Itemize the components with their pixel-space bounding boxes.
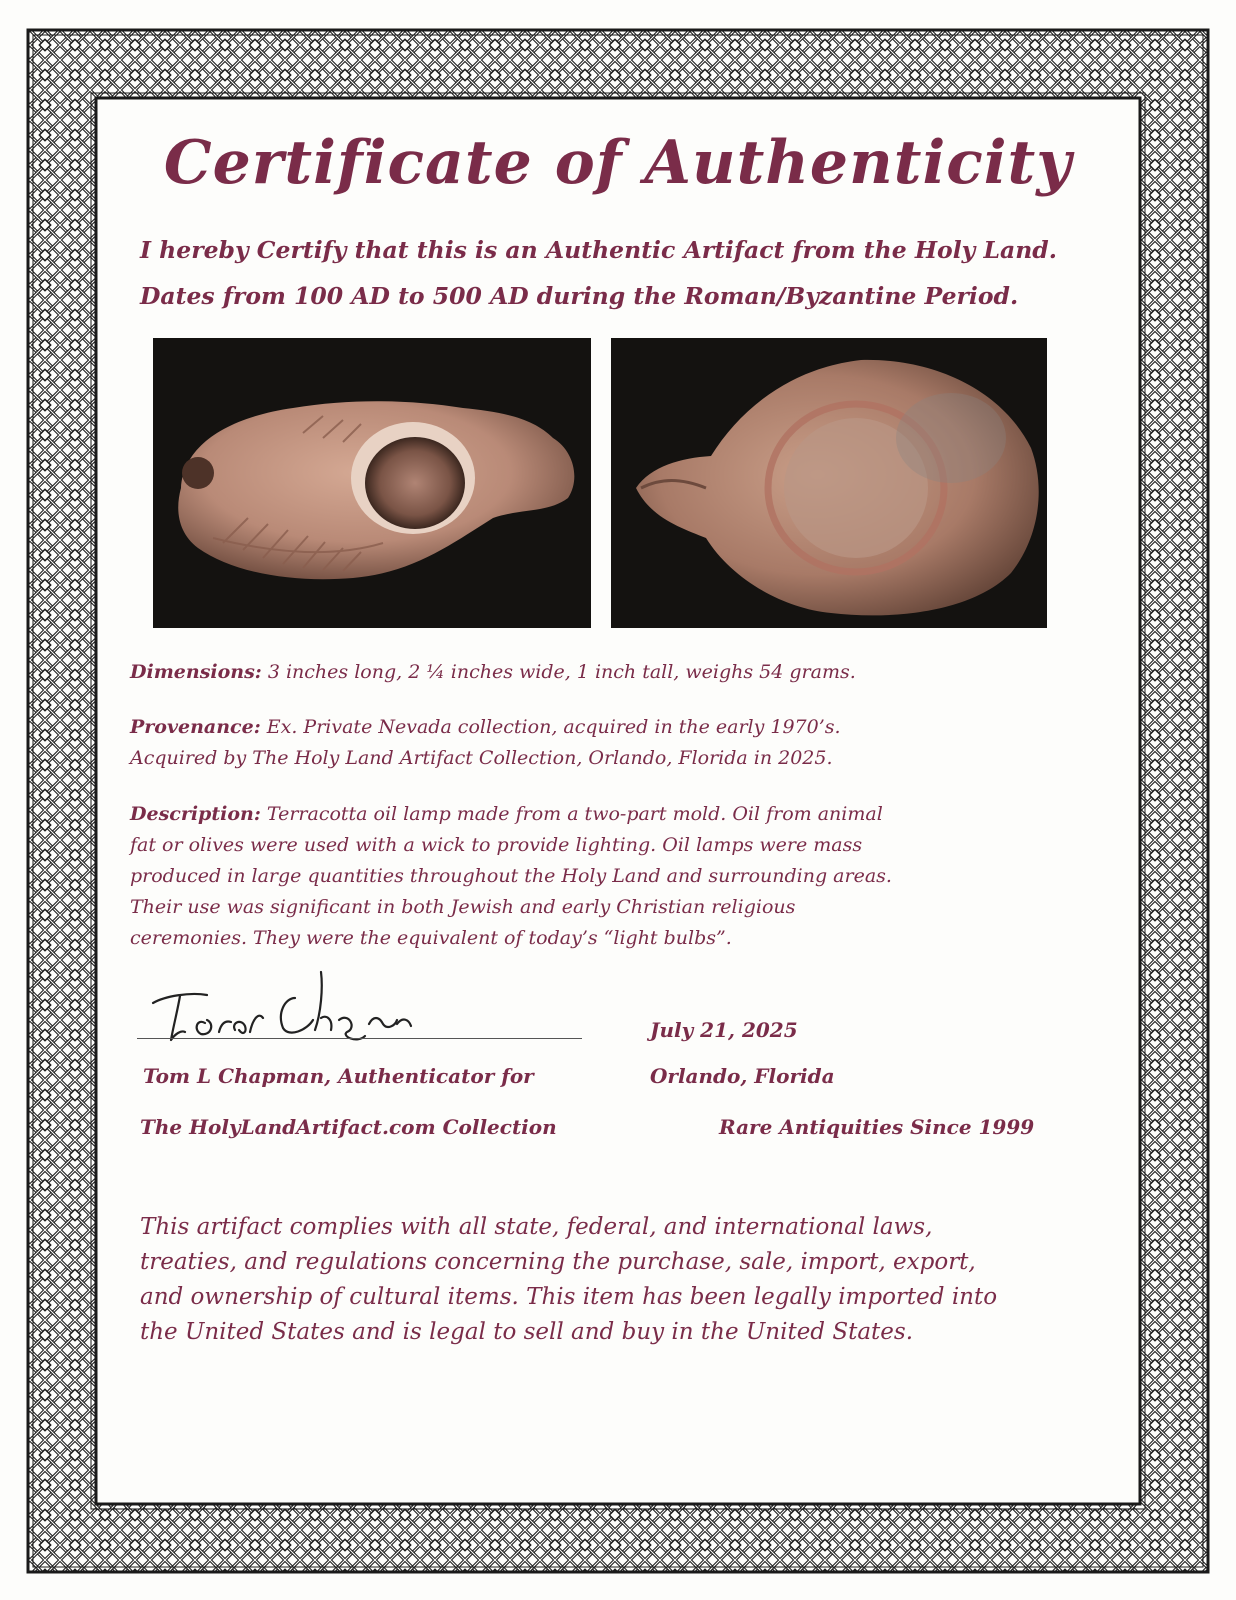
provenance-paragraph <box>130 712 1090 774</box>
tagline: Rare Antiquities Since 1999 <box>719 1115 1035 1139</box>
description-paragraph <box>130 799 1090 954</box>
legal-line: and ownership of cultural items. This item has been legally imported into <box>140 1284 998 1310</box>
description-line: fat or olives were used with a wick to provide lighting. Oil lamps were mass <box>130 834 863 856</box>
dimensions-text: 3 inches long, 2 ¼ inches wide, 1 inch tall, weighs 54 grams. <box>261 661 856 683</box>
description-line: ceremonies. They were the equivalent of today’s “light bulbs”. <box>130 927 732 949</box>
description-line: Terracotta oil lamp made from a two-part mold. Oil from animal <box>260 803 883 825</box>
provenance-line: Ex. Private Nevada collection, acquired in the early 1970’s. <box>260 716 841 738</box>
dating-statement: Dates from 100 AD to 500 AD during the Roman/Byzantine Period. <box>140 282 1019 310</box>
legal-line: This artifact complies with all state, federal, and international laws, <box>140 1214 933 1240</box>
provenance-label: Provenance: <box>130 716 261 738</box>
description-label: Description: <box>130 803 261 825</box>
handwritten-signature <box>135 968 585 1048</box>
certificate-title: Certificate of Authenticity <box>163 128 1073 198</box>
signer-name: Tom L Chapman, Authenticator for <box>143 1064 534 1088</box>
authenticity-statement: I hereby Certify that this is an Authentic Artifact from the Holy Land. <box>140 236 1057 264</box>
dimensions-label: Dimensions: <box>130 661 262 683</box>
oil-lamp-bottom-photo <box>611 338 1047 628</box>
oil-lamp-top-photo <box>153 338 591 628</box>
certificate-location: Orlando, Florida <box>650 1064 835 1088</box>
description-line: produced in large quantities throughout the Holy Land and surrounding areas. <box>130 865 892 887</box>
legal-compliance-statement <box>140 1210 1100 1350</box>
provenance-line: Acquired by The Holy Land Artifact Collection, Orlando, Florida in 2025. <box>130 747 833 769</box>
legal-line: the United States and is legal to sell and buy in the United States. <box>140 1319 914 1345</box>
dimensions-paragraph <box>130 657 1090 688</box>
signature-line <box>137 1038 582 1039</box>
legal-line: treaties, and regulations concerning the purchase, sale, import, export, <box>140 1249 976 1275</box>
collection-name: The HolyLandArtifact.com Collection <box>140 1115 557 1139</box>
certificate-date: July 21, 2025 <box>650 1018 798 1042</box>
description-line: Their use was significant in both Jewish and early Christian religious <box>130 896 796 918</box>
